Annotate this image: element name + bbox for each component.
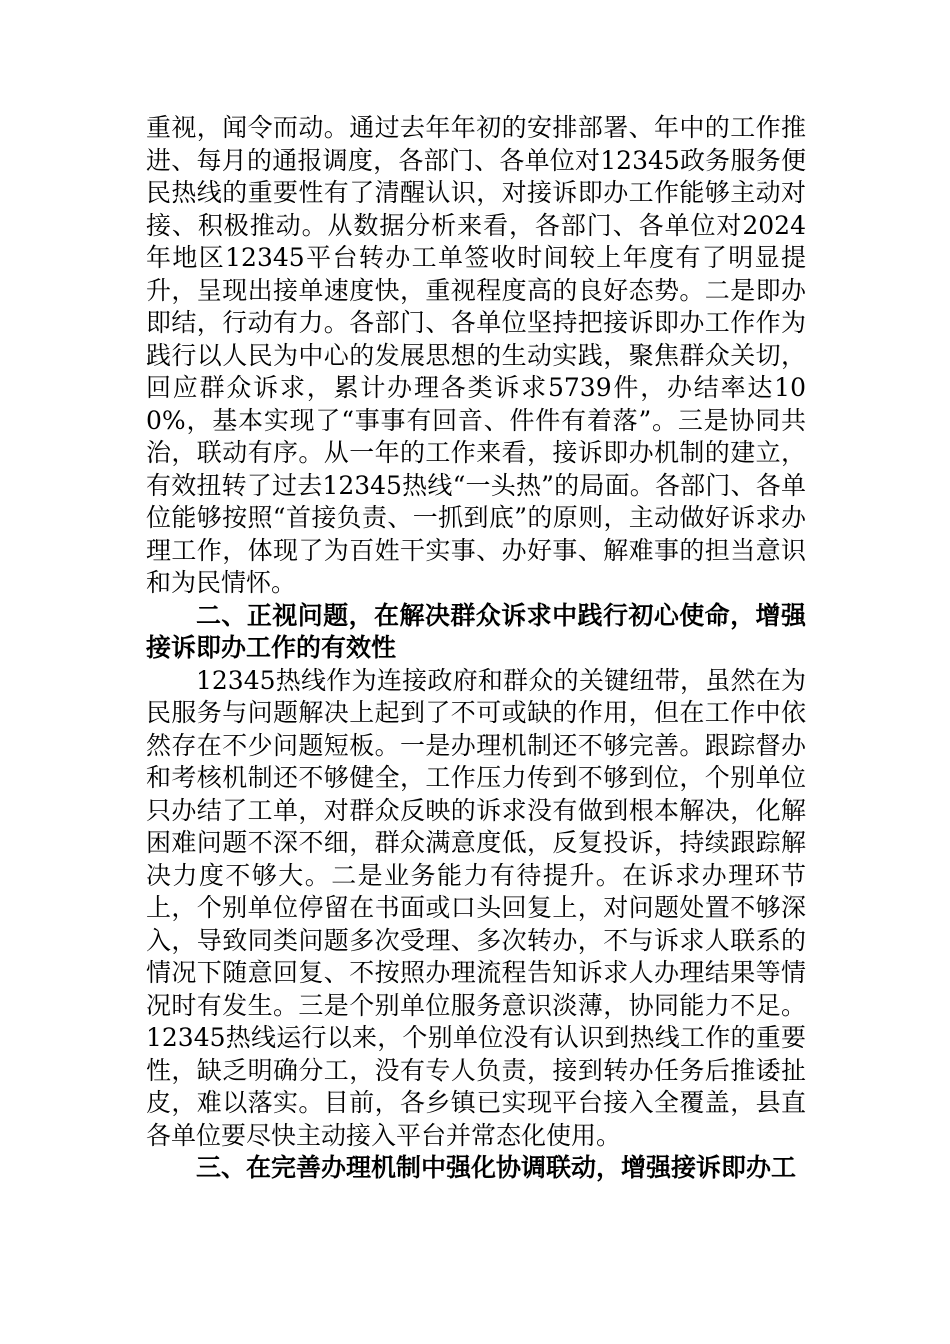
section-heading-two: 二、正视问题，在解决群众诉求中践行初心使命，增强接诉即办工作的有效性 <box>146 600 806 662</box>
document-page <box>146 112 806 1185</box>
body-paragraph-problems: 12345热线作为连接政府和群众的关键纽带，虽然在为民服务与问题解决上起到了不可或缺的作用，但在工作中依然存在不少问题短板。一是办理机制还不够完善。跟踪督办和考核机制还不够健全，工作压力传到不够到位，个别单位只办结了工单，对群众反映的诉求没有做到根本解决，化解困难问题不深不细，群众满意度低，反复投诉，持续跟踪解决力度不够大。二是业务能力有待提升。在诉求办理环节上，个别单位停留在书面或口头回复上，对问题处置不够深入，导致同类问题多次受理、多次转办，不与诉求人联系的情况下随意回复、不按照办理流程告知诉求人办理结果等情况时有发生。三是个别单位服务意识淡薄，协同能力不足。12345热线运行以来，个别单位没有认识到热线工作的重要性，缺乏明确分工，没有专人负责，接到转办任务后推诿扯皮，难以落实。目前，各乡镇已实现平台接入全覆盖，县直各单位要尽快主动接入平台并常态化使用。 <box>146 665 806 1150</box>
body-paragraph-achievements: 重视，闻令而动。通过去年年初的安排部署、年中的工作推进、每月的通报调度，各部门、各单位对12345政务服务便民热线的重要性有了清醒认识，对接诉即办工作能够主动对接、积极推动。从数据分析来看，各部门、各单位对2024年地区12345平台转办工单签收时间较上年度有了明显提升，呈现出接单速度快，重视程度高的良好态势。二是即办即结，行动有力。各部门、各单位坚持把接诉即办工作作为践行以人民为中心的发展思想的生动实践，聚焦群众关切，回应群众诉求，累计办理各类诉求5739件，办结率达100%，基本实现了“事事有回音、件件有着落”。三是协同共治，联动有序。从一年的工作来看，接诉即办机制的建立，有效扭转了过去12345热线“一头热”的局面。各部门、各单位能够按照“首接负责、一抓到底”的原则，主动做好诉求办理工作，体现了为百姓干实事、办好事、解难事的担当意识和为民情怀。 <box>146 113 806 597</box>
section-heading-three: 三、在完善办理机制中强化协调联动，增强接诉即办工 <box>196 1153 797 1182</box>
